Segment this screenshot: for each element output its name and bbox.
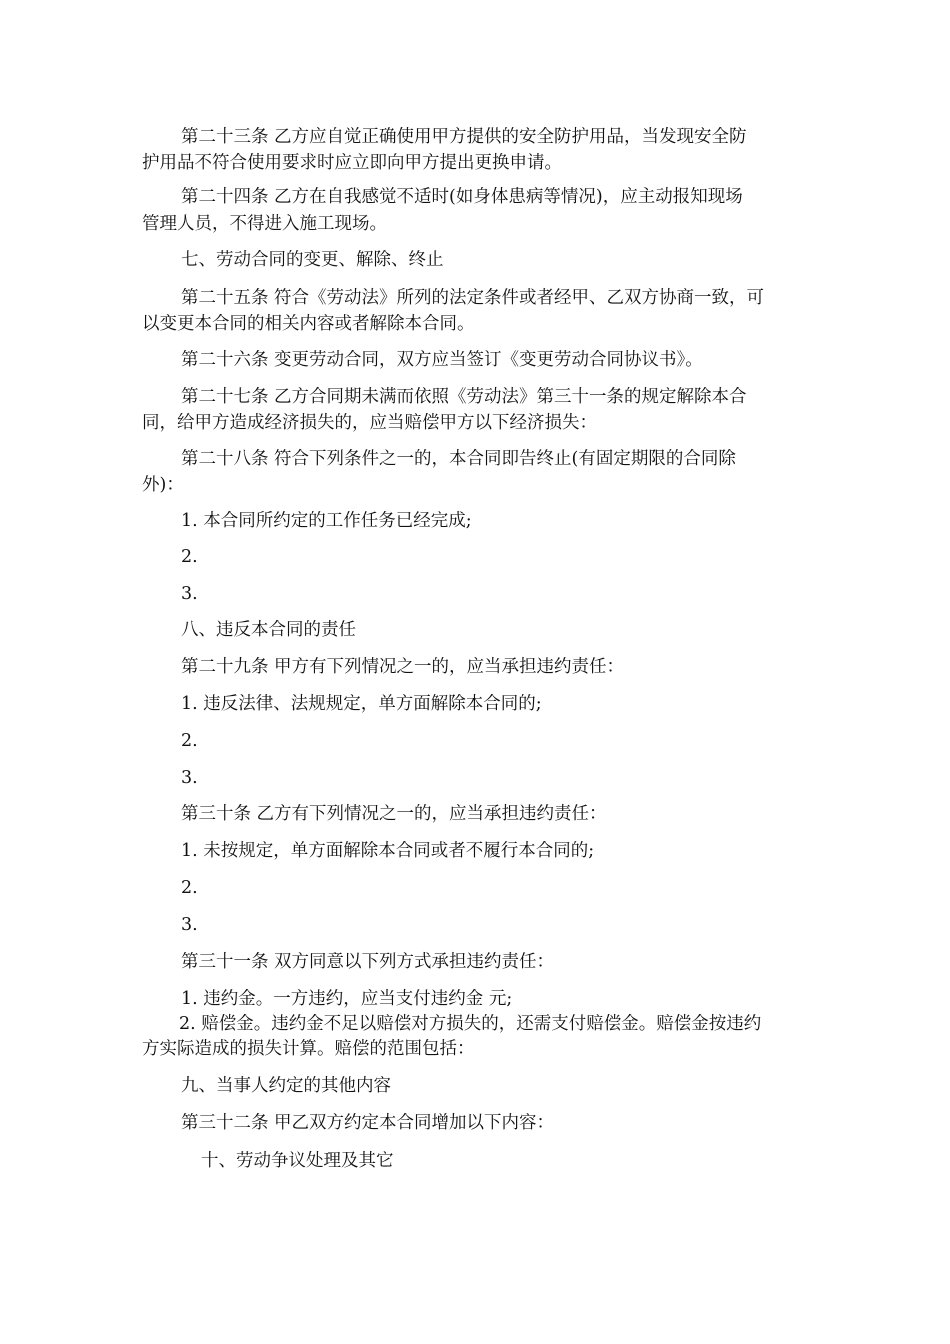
section-10-heading: 十、劳动争议处理及其它: [201, 1151, 394, 1171]
list-item: 1. 本合同所约定的工作任务已经完成;: [181, 511, 472, 531]
section-9-heading: 九、当事人约定的其他内容: [181, 1076, 391, 1096]
article-30: 第三十条 乙方有下列情况之一的，应当承担违约责任：: [181, 804, 607, 824]
article-24-line-1: 第二十四条 乙方在自我感觉不适时(如身体患病等情况)，应主动报知现场: [181, 187, 743, 207]
article-25-line-2: 以变更本合同的相关内容或者解除本合同。: [142, 314, 475, 334]
article-24-line-2: 管理人员，不得进入施工现场。: [142, 214, 387, 234]
section-8-heading: 八、违反本合同的责任: [181, 620, 356, 640]
list-item: 3.: [181, 915, 198, 935]
article-26: 第二十六条 变更劳动合同，双方应当签订《变更劳动合同协议书》。: [181, 350, 703, 370]
article-25-line-1: 第二十五条 符合《劳动法》所列的法定条件或者经甲、乙双方协商一致，可: [181, 288, 765, 308]
article-28-line-1: 第二十八条 符合下列条件之一的，本合同即告终止(有固定期限的合同除: [181, 449, 736, 469]
list-item: 2.: [181, 878, 198, 898]
list-item: 1. 违约金。一方违约，应当支付违约金 元;: [181, 989, 513, 1009]
section-7-heading: 七、劳动合同的变更、解除、终止: [181, 250, 444, 270]
list-item: 1. 违反法律、法规规定，单方面解除本合同的;: [181, 694, 542, 714]
article-28-line-2: 外)：: [142, 475, 184, 495]
article-29: 第二十九条 甲方有下列情况之一的，应当承担违约责任：: [181, 657, 625, 677]
article-23-line-1: 第二十三条 乙方应自觉正确使用甲方提供的安全防护用品，当发现安全防: [181, 127, 747, 147]
list-item: 3.: [181, 768, 198, 788]
article-31: 第三十一条 双方同意以下列方式承担违约责任：: [181, 952, 555, 972]
article-32: 第三十二条 甲乙双方约定本合同增加以下内容：: [181, 1113, 555, 1133]
list-item-continuation: 方实际造成的损失计算。赔偿的范围包括：: [142, 1039, 475, 1059]
list-item: 2.: [181, 731, 198, 751]
list-item: 3.: [181, 584, 198, 604]
list-item: 2.: [181, 547, 198, 567]
article-23-line-2: 护用品不符合使用要求时应立即向甲方提出更换申请。: [142, 153, 562, 173]
list-item: 2. 赔偿金。违约金不足以赔偿对方损失的，还需支付赔偿金。赔偿金按违约: [179, 1014, 762, 1034]
article-27-line-2: 同，给甲方造成经济损失的，应当赔偿甲方以下经济损失：: [142, 413, 597, 433]
article-27-line-1: 第二十七条 乙方合同期未满而依照《劳动法》第三十一条的规定解除本合: [181, 387, 747, 407]
list-item: 1. 未按规定，单方面解除本合同或者不履行本合同的;: [181, 841, 595, 861]
